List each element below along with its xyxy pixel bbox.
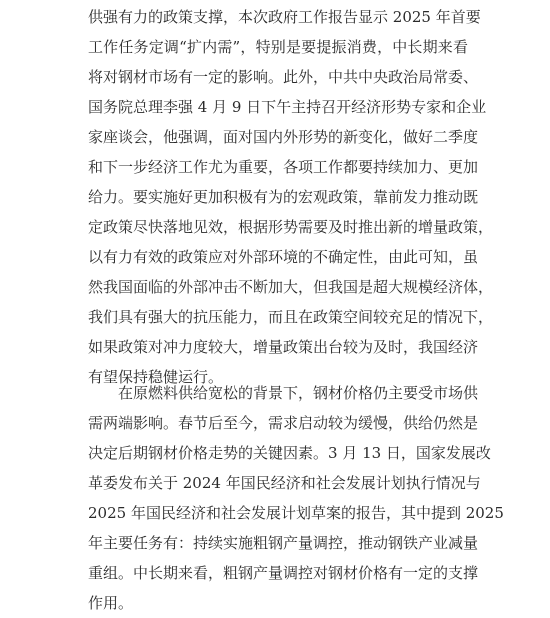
text-line: 给力。要实施好更加积极有为的宏观政策，靠前发力推动既 — [88, 188, 479, 206]
text-line: 如果政策对冲力度较大，增量政策出台较为及时，我国经济 — [88, 338, 479, 356]
text-line: 将对钢材市场有一定的影响。此外，中共中央政治局常委、 — [88, 68, 479, 86]
text-line: 供强有力的政策支撑，本次政府工作报告显示 2025 年首要 — [88, 8, 481, 26]
text-line: 和下一步经济工作尤为重要，各项工作都要持续加力、更加 — [88, 158, 479, 176]
text-line: 有望保持稳健运行。 — [88, 368, 224, 386]
text-line: 家座谈会，他强调，面对国内外形势的新变化，做好二季度 — [88, 128, 479, 146]
text-line: 决定后期钢材价格走势的关键因素。3 月 13 日，国家发展改 — [88, 444, 491, 462]
text-line: 革委发布关于 2024 年国民经济和社会发展计划执行情况与 — [88, 474, 481, 492]
text-line: 重组。中长期来看，粗钢产量调控对钢材价格有一定的支撑 — [88, 564, 479, 582]
text-line: 在原燃料供给宽松的背景下，钢材价格仍主要受市场供 — [118, 384, 479, 402]
text-line: 年主要任务有：持续实施粗钢产量调控，推动钢铁产业减量 — [88, 534, 479, 552]
text-line: 需两端影响。春节后至今，需求启动较为缓慢，供给仍然是 — [88, 414, 479, 432]
text-line: 以有力有效的政策应对外部环境的不确定性，由此可知，虽 — [88, 248, 479, 266]
paragraph-policy-support — [88, 2, 494, 392]
text-line: 2025 年国民经济和社会发展计划草案的报告，其中提到 2025 — [88, 504, 504, 522]
text-line: 作用。 — [88, 594, 134, 612]
text-line: 我们具有强大的抗压能力，而且在政策空间较充足的情况下， — [88, 308, 494, 326]
text-line: 定政策尽快落地见效，根据形势需要及时推出新的增量政策， — [88, 218, 494, 236]
paragraph-steel-supply — [88, 378, 504, 618]
text-line: 国务院总理李强 4 月 9 日下午主持召开经济形势专家和企业 — [88, 98, 487, 116]
text-line: 工作任务定调“扩内需”，特别是要提振消费，中长期来看 — [88, 38, 468, 56]
text-line: 然我国面临的外部冲击不断加大，但我国是超大规模经济体， — [88, 278, 494, 296]
